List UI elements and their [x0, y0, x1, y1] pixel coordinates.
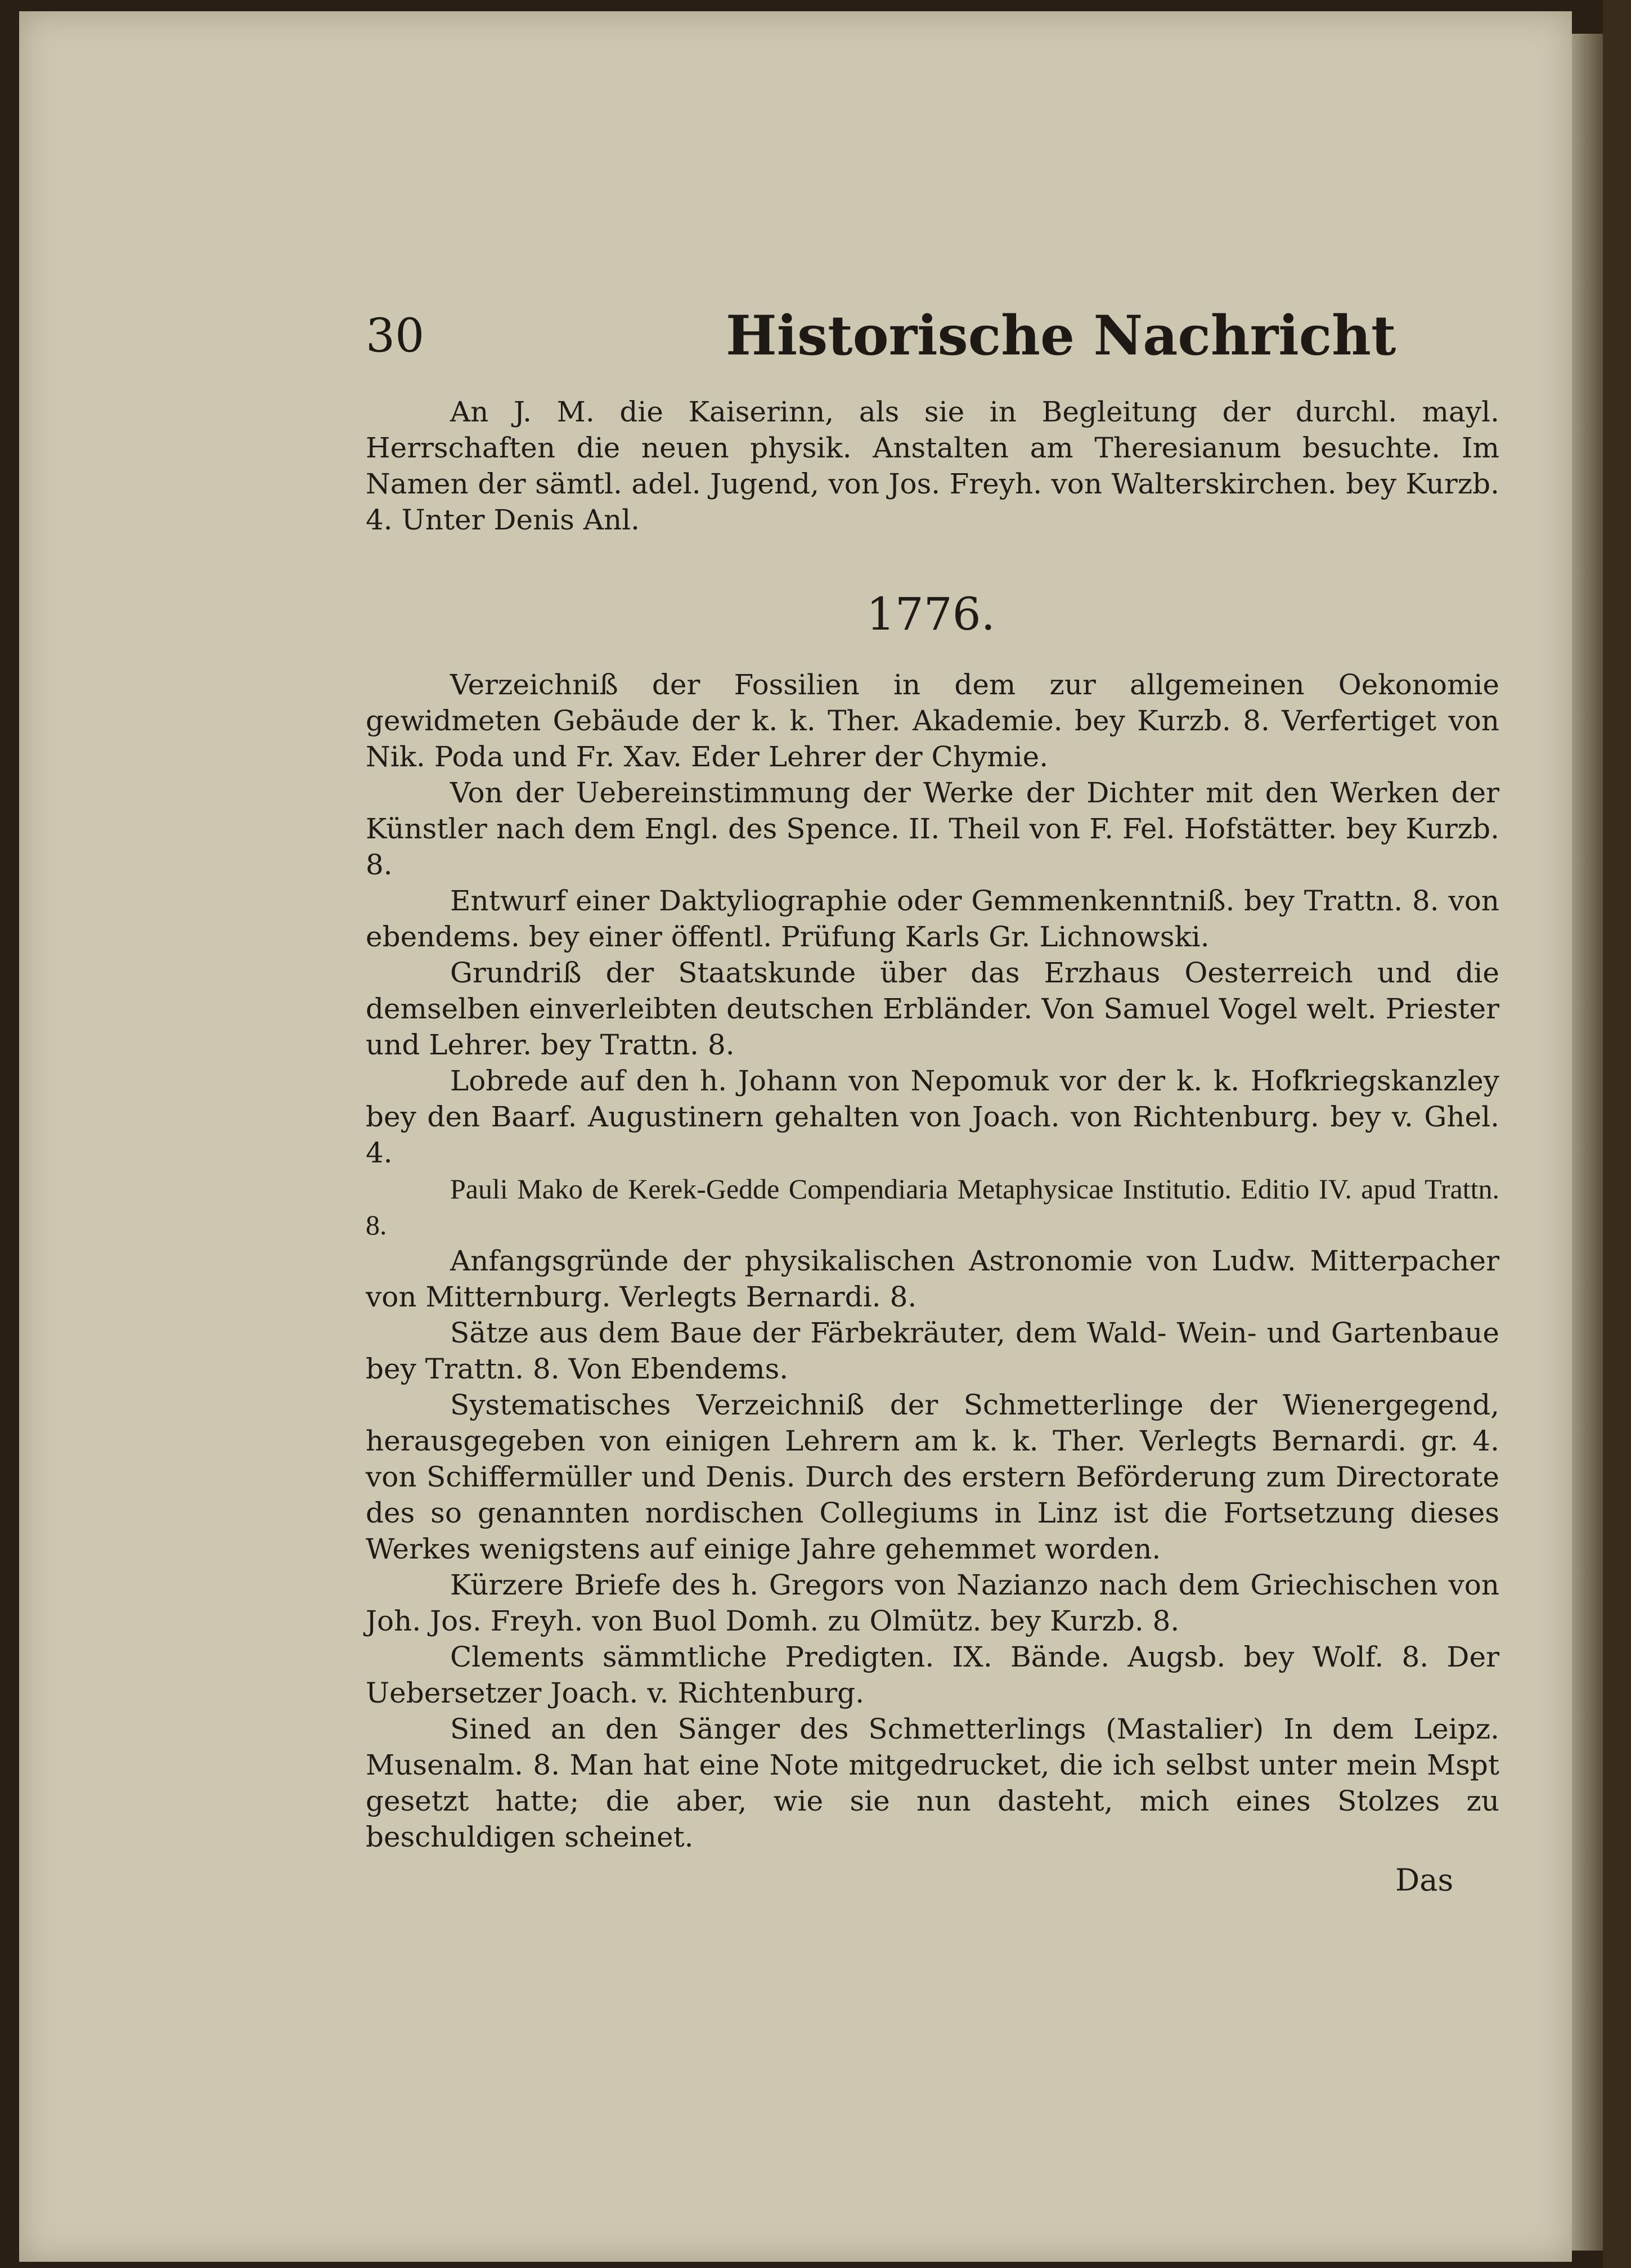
- bibliography-entry: Sined an den Sänger des Schmetterlings (Mastalier) In dem Leipz. Musenalm. 8. Man hat eine Note mitgedrucket, die ich selbst unter mein Mspt gesetzt hatte; die aber, wie sie nun dasteht, mich eines Stolzes zu beschuldigen scheinet.: [366, 1713, 1499, 1853]
- bibliography-entry: Pauli Mako de Kerek-Gedde Compendiaria Metaphysicae Institutio. Editio IV. apud Trattn. 8.: [366, 1173, 1499, 1241]
- bibliography-entry: Anfangsgründe der physikalischen Astronomie von Ludw. Mitterpacher von Mitternburg. Verlegts Bernardi. 8.: [366, 1245, 1499, 1313]
- intro-paragraph: [366, 394, 1499, 538]
- binding-strip: [1603, 0, 1631, 2268]
- bibliography-entry: Entwurf einer Daktyliographie oder Gemmenkenntniß. bey Trattn. 8. von ebendems. bey einer öffentl. Prüfung Karls Gr. Lichnowski.: [366, 884, 1499, 953]
- catchword: Das: [1395, 1862, 1454, 1898]
- bibliography-entry: Kürzere Briefe des h. Gregors von Nazianzo nach dem Griechischen von Joh. Jos. Freyh. von Buol Domh. zu Olmütz. bey Kurzb. 8.: [366, 1569, 1499, 1637]
- intro-text: An J. M. die Kaiserinn, als sie in Begleitung der durchl. mayl. Herrschaften die neuen physik. Anstalten am Theresianum besuchte. Im Namen der sämtl. adel. Jugend, von Jos. Freyh. von Walterskirchen. bey Kurzb. 4. Unter Denis Anl.: [366, 396, 1499, 536]
- page-number: 30: [366, 309, 425, 363]
- year-heading: 1776.: [866, 588, 996, 640]
- running-title: Historische Nachricht: [726, 304, 1396, 367]
- entries-list: [366, 667, 1499, 1855]
- bibliography-entry: Von der Uebereinstimmung der Werke der Dichter mit den Werken der Künstler nach dem Engl. des Spence. II. Theil von F. Fel. Hofstätter. bey Kurzb. 8.: [366, 776, 1499, 881]
- bibliography-entry: Verzeichniß der Fossilien in dem zur allgemeinen Oekonomie gewidmeten Gebäude der k. k. Ther. Akademie. bey Kurzb. 8. Verfertiget von Nik. Poda und Fr. Xav. Eder Lehrer der Chymie.: [366, 668, 1499, 773]
- bibliography-entry: Lobrede auf den h. Johann von Nepomuk vor der k. k. Hofkriegskanzley bey den Baarf. Augustinern gehalten von Joach. von Richtenburg. bey v. Ghel. 4.: [366, 1065, 1499, 1169]
- bibliography-entry: Systematisches Verzeichniß der Schmetterlinge der Wienergegend, herausgegeben von einigen Lehrern am k. k. Ther. Verlegts Bernardi. gr. 4. von Schiffermüller und Denis. Durch des erstern Beförderung zum Directorate des so genannten nordischen Collegiums in Linz ist die Fortsetzung dieses Werkes wenigstens auf einige Jahre gehemmet worden.: [366, 1389, 1499, 1565]
- bibliography-entry: Grundriß der Staatskunde über das Erzhaus Oesterreich und die demselben einverleibten deutschen Erbländer. Von Samuel Vogel welt. Priester und Lehrer. bey Trattn. 8.: [366, 956, 1499, 1061]
- bibliography-entry: Clements sämmtliche Predigten. IX. Bände. Augsb. bey Wolf. 8. Der Uebersetzer Joach. v. Richtenburg.: [366, 1641, 1499, 1709]
- page-edge: [1572, 34, 1603, 2251]
- bibliography-entry: Sätze aus dem Baue der Färbekräuter, dem Wald- Wein- und Gartenbaue bey Trattn. 8. Von Ebendems.: [366, 1317, 1499, 1385]
- page-header: [366, 304, 1502, 383]
